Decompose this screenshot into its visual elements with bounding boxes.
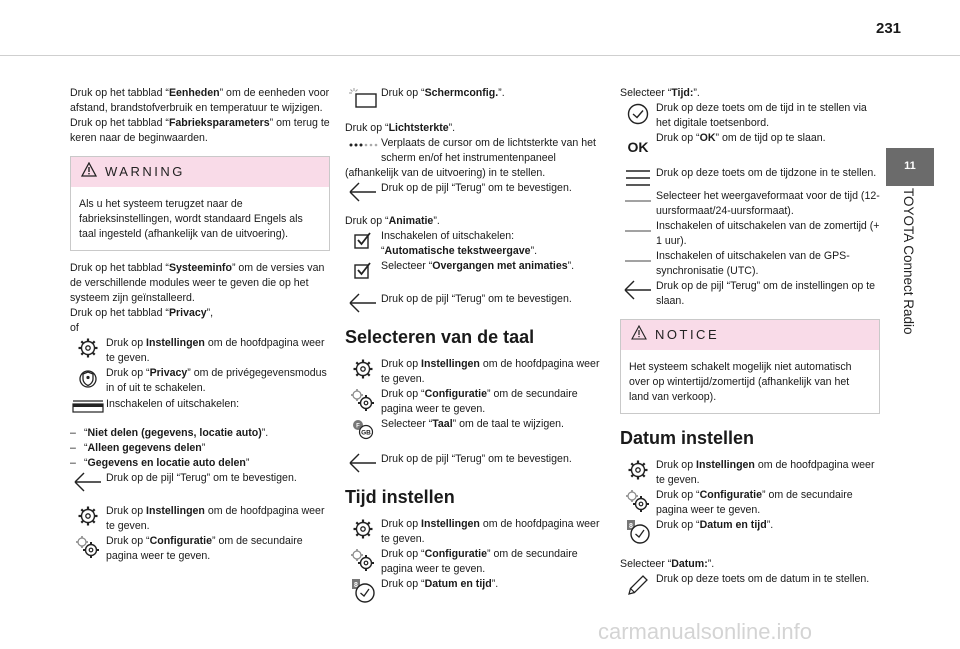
instruction-row: Inschakelen of uitschakelen: “Automatische tekstweergave”. [345,229,605,259]
instruction-row: Druk op de pijl “Terug” om te bevestigen. [345,292,605,313]
menu-lines-icon [620,166,656,189]
checkbox-icon [345,229,381,250]
back-arrow-icon [70,471,106,492]
instruction-row: Druk op “Schermconfig.”. [345,86,605,109]
svg-text:GB: GB [361,429,371,437]
instruction-row: Druk op deze toets om de tijdzone in te stellen. [620,166,880,189]
page-number: 231 [876,20,902,37]
language-icon [345,417,381,440]
paragraph: (afhankelijk van de uitvoering) in te stellen. [345,167,546,180]
gear-icon [345,517,381,540]
section-heading: Tijd instellen [345,486,455,507]
paragraph: Druk op het tabblad “Systeeminfo” om de versies van de verschillende modules weer te geven die op het systeem zijn geïnstalleerd. [70,262,325,305]
chapter-title: TOYOTA Connect Radio [901,188,916,335]
chapter-tab: 11 [886,148,934,186]
list-item: – “Alleen gegevens delen” [70,441,206,454]
warning-box [70,156,330,251]
configuration-gears-icon [345,387,381,412]
paragraph: Selecteer “Tijd:”. [620,87,700,99]
gear-icon [70,336,106,359]
instruction-row: Inschakelen of uitschakelen van de zomertijd (+ 1 uur). [620,219,880,249]
back-arrow-icon [345,452,381,473]
notice-box [620,319,880,414]
date-time-clock-icon [345,577,381,604]
privacy-shield-icon [70,366,106,391]
section-heading: Selecteren van de taal [345,327,535,348]
instruction-row: 8 Druk op “Datum en tijd”. [345,577,605,604]
instruction-row: Selecteer “Overgangen met animaties”. [345,259,605,280]
paragraph: Druk op “Animatie”. [345,215,440,228]
notice-label: NOTICE [655,326,720,342]
svg-text:8: 8 [354,581,358,589]
back-arrow-icon [345,181,381,202]
back-arrow-icon [345,292,381,313]
paragraph: Druk op het tabblad “Privacy”, [70,307,214,320]
list-item: – “Niet delen (gegevens, locatie auto)”. [70,426,269,439]
instruction-row: F GB Selecteer “Taal” om de taal te wijzigen. [345,417,605,440]
notice-text: Het systeem schakelt mogelijk niet automatisch over op wintertijd/zomertijd (afhankelijk van het land van verkoop). [629,361,852,404]
pencil-icon [620,572,656,597]
gear-icon [345,357,381,380]
svg-text:8: 8 [629,523,633,531]
checkbox-icon [345,259,381,280]
instruction-row: 8 Druk op “Datum en tijd”. [620,518,880,545]
screen-config-icon [345,86,381,109]
instruction-row: Druk op Instellingen om de hoofdpagina weer te geven. [345,357,605,387]
back-arrow-icon [620,279,656,300]
instruction-row: Druk op Instellingen om de hoofdpagina weer te geven. [70,336,330,366]
instruction-row: Druk op de pijl “Terug” om te bevestigen. [345,181,605,202]
instruction-row: Druk op Instellingen om de hoofdpagina weer te geven. [70,504,330,534]
instruction-row: Selecteer het weergaveformaat voor de tijd (12-uursformaat/24-uursformaat). [620,189,880,219]
paragraph: of [70,322,79,335]
notice-header [621,320,879,350]
instruction-row: OK Druk op “OK” om de tijd op te slaan. [620,131,880,158]
instruction-row: Druk op Instellingen om de hoofdpagina weer te geven. [620,458,880,488]
instruction-row: Druk op deze toets om de tijd in te stellen via het digitale toetsenbord. [620,101,880,131]
column-2 [345,86,605,604]
gear-icon [620,458,656,481]
configuration-gears-icon [70,534,106,559]
column-3 [620,86,880,597]
paragraph: Druk op het tabblad “Eenheden” om de eenheden voor afstand, brandstofverbruik en temperatuur te wijzigen. [70,87,330,115]
warning-icon [631,325,647,345]
warning-text: Als u het systeem terugzet naar de fabrieksinstellingen, wordt standaard Engels als taal ingesteld (afhankelijk van de uitvoering). [79,198,303,241]
instruction-row: Inschakelen of uitschakelen van de GPS-synchronisatie (UTC). [620,249,880,279]
clock-icon [620,101,656,126]
warning-header [71,157,329,187]
configuration-gears-icon [620,488,656,513]
instruction-row: Verplaats de cursor om de lichtsterkte van het scherm en/of het instrumentenpaneel [345,136,605,166]
configuration-gears-icon [345,547,381,572]
instruction-row: Druk op de pijl “Terug” om te bevestigen. [345,452,605,473]
toggle-line-icon [620,189,656,210]
toggle-icon [70,397,106,414]
brightness-icon [345,136,381,153]
paragraph: Druk op “Lichtsterkte”. [345,122,456,134]
toggle-line-icon [620,219,656,240]
instruction-row: Druk op “Configuratie” om de secundaire pagina weer te geven. [345,387,605,417]
paragraph: Selecteer “Datum:”. [620,558,715,571]
ok-icon: OK [627,139,649,156]
warning-icon [81,162,97,182]
instruction-row: Druk op de pijl “Terug” om de instellingen op te slaan. [620,279,880,309]
instruction-row: Druk op de pijl “Terug” om te bevestigen. [70,471,330,492]
header-rule [0,55,960,56]
list-item: – “Gegevens en locatie auto delen” [70,456,250,469]
section-heading: Datum instellen [620,428,755,449]
watermark: carmanualsonline.info [598,619,813,644]
instruction-row: Druk op “Privacy” om de privégegevensmodus in of uit te schakelen. [70,366,330,396]
paragraph: Druk op het tabblad “Fabrieksparameters” om terug te keren naar de beginwaarden. [70,117,330,145]
column-1 [70,86,330,564]
instruction-row: Inschakelen of uitschakelen: [70,397,330,414]
date-time-clock-icon [620,518,656,545]
svg-text:F: F [356,423,360,430]
toggle-line-icon [620,249,656,270]
instruction-row: Druk op deze toets om de datum in te stellen. [620,572,880,597]
instruction-row: Druk op “Configuratie” om de secundaire pagina weer te geven. [345,547,605,577]
warning-label: WARNING [105,163,185,179]
instruction-row: Druk op “Configuratie” om de secundaire pagina weer te geven. [70,534,330,564]
instruction-row: Druk op Instellingen om de hoofdpagina weer te geven. [345,517,605,547]
instruction-row: Druk op “Configuratie” om de secundaire pagina weer te geven. [620,488,880,518]
gear-icon [70,504,106,527]
